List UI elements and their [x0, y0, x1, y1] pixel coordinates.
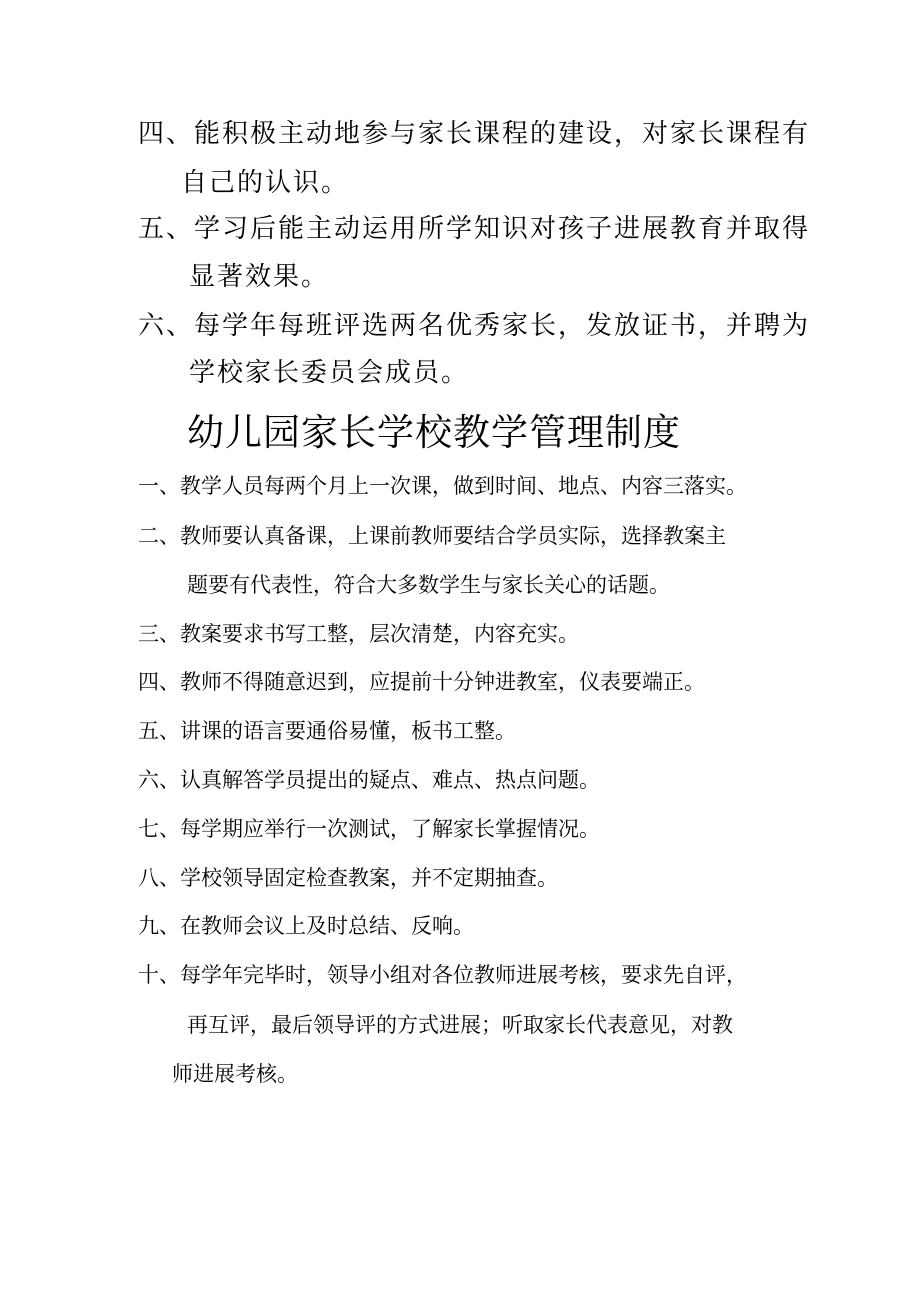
- list-item-line: 十、每学年完毕时，领导小组对各位教师进展考核，要求先自评，: [138, 963, 747, 987]
- list-item-line: 一、教学人员每两个月上一次课，做到时间、地点、内容三落实。: [138, 474, 747, 498]
- page-title: 幼儿园家长学校教学管理制度: [187, 411, 681, 454]
- list-item-line: 显著效果。: [189, 262, 330, 292]
- list-item-line: 五、学习后能主动运用所学知识对孩子进展教育并取得: [138, 214, 811, 244]
- list-item-line: 五、讲课的语言要通俗易懂，板书工整。: [138, 719, 516, 743]
- list-item-line: 四、教师不得随意迟到，应提前十分钟进教室，仪表要端正。: [138, 670, 705, 694]
- list-item-line: 学校家长委员会成员。: [189, 358, 470, 388]
- list-item-line: 自己的认识。: [181, 168, 350, 198]
- list-item-line: 二、教师要认真备课，上课前教师要结合学员实际，选择教案主: [138, 524, 726, 548]
- list-item-line: 六、认真解答学员提出的疑点、难点、热点问题。: [138, 768, 600, 792]
- list-item-line: 四、能积极主动地参与家长课程的建设，对家长课程有: [138, 119, 811, 149]
- list-item-line: 六、每学年每班评选两名优秀家长，发放证书，并聘为: [138, 311, 811, 341]
- list-item-line: 七、每学期应举行一次测试，了解家长掌握情况。: [138, 817, 600, 841]
- list-item-line: 三、教案要求书写工整，层次清楚，内容充实。: [138, 622, 579, 646]
- list-item-line: 九、在教师会议上及时总结、反响。: [138, 914, 474, 938]
- list-item-line: 再互评，最后领导评的方式进展；听取家长代表意见，对教: [187, 1013, 733, 1037]
- list-item-line: 八、学校领导固定检查教案，并不定期抽查。: [138, 866, 558, 890]
- list-item-line: 师进展考核。: [172, 1062, 298, 1086]
- list-item-line: 题要有代表性，符合大多数学生与家长关心的话题。: [187, 573, 670, 597]
